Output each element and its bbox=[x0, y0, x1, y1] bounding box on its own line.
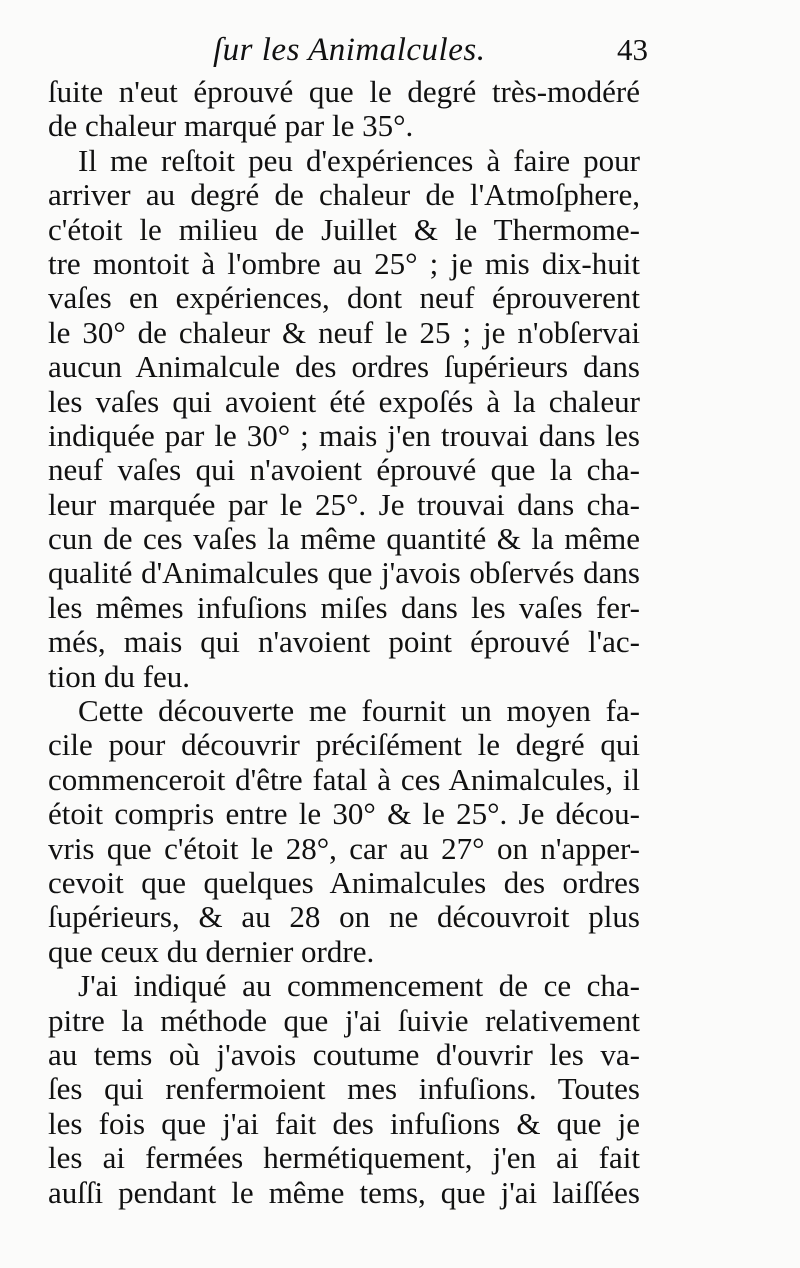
text-line: commenceroit d'être fatal à ces Animalcules, il bbox=[48, 761, 640, 797]
running-title: ſur les Animalcules. bbox=[213, 32, 486, 68]
text-line: auſſi pendant le même tems, que j'ai laiſſées bbox=[48, 1174, 640, 1210]
body-text bbox=[48, 75, 640, 1210]
text-line: les fois que j'ai fait des infuſions & que je bbox=[48, 1105, 640, 1141]
text-line: les mêmes infuſions miſes dans les vaſes fer- bbox=[48, 589, 640, 625]
text-line: c'étoit le milieu de Juillet & le Thermome- bbox=[48, 211, 640, 247]
text-line: les ai fermées hermétiquement, j'en ai fait bbox=[48, 1140, 640, 1176]
text-line: indiquée par le 30° ; mais j'en trouvai dans les bbox=[48, 417, 640, 453]
text-line: ſupérieurs, & au 28 on ne découvroit plus bbox=[48, 899, 640, 935]
text-line: le 30° de chaleur & neuf le 25 ; je n'obſervai bbox=[48, 314, 640, 350]
text-line: que ceux du dernier ordre. bbox=[48, 933, 375, 969]
text-line: les vaſes qui avoient été expoſés à la chaleur bbox=[48, 383, 640, 419]
text-line: qualité d'Animalcules que j'avois obſervés dans bbox=[48, 555, 640, 591]
text-line: cevoit que quelques Animalcules des ordres bbox=[48, 864, 640, 900]
text-line: tion du feu. bbox=[48, 658, 191, 694]
text-line: ſes qui renfermoient mes infuſions. Toutes bbox=[48, 1071, 640, 1107]
text-line: més, mais qui n'avoient point éprouvé l'ac- bbox=[48, 624, 640, 660]
text-line: leur marquée par le 25°. Je trouvai dans cha- bbox=[48, 486, 640, 522]
text-line: arriver au degré de chaleur de l'Atmoſphere, bbox=[48, 177, 640, 213]
text-line: de chaleur marqué par le 35°. bbox=[48, 108, 414, 144]
text-line: pitre la méthode que j'ai ſuivie relativement bbox=[48, 1002, 640, 1038]
text-line: étoit compris entre le 30° & le 25°. Je décou- bbox=[48, 796, 640, 832]
text-line: vaſes en expériences, dont neuf éprouverent bbox=[48, 280, 640, 316]
text-line: ſuite n'eut éprouvé que le degré très-modéré bbox=[48, 74, 640, 109]
text-line: tre montoit à l'ombre au 25° ; je mis dix-huit bbox=[48, 245, 640, 281]
page-header bbox=[48, 28, 648, 76]
text-line: aucun Animalcule des ordres ſupérieurs dans bbox=[48, 349, 640, 385]
text-line: J'ai indiqué au commencement de ce cha- bbox=[78, 968, 640, 1004]
text-line: au tems où j'avois coutume d'ouvrir les va- bbox=[48, 1036, 640, 1072]
text-line: cun de ces vaſes la même quantité & la même bbox=[48, 521, 640, 557]
text-line: neuf vaſes qui n'avoient éprouvé que la cha- bbox=[48, 452, 640, 488]
text-line: Cette découverte me fournit un moyen fa- bbox=[78, 693, 640, 729]
page-number: 43 bbox=[617, 32, 648, 67]
text-line: Il me reſtoit peu d'expériences à faire pour bbox=[78, 142, 640, 178]
text-line: cile pour découvrir préciſément le degré qui bbox=[48, 727, 640, 763]
text-line: vris que c'étoit le 28°, car au 27° on n'apper- bbox=[48, 830, 640, 866]
